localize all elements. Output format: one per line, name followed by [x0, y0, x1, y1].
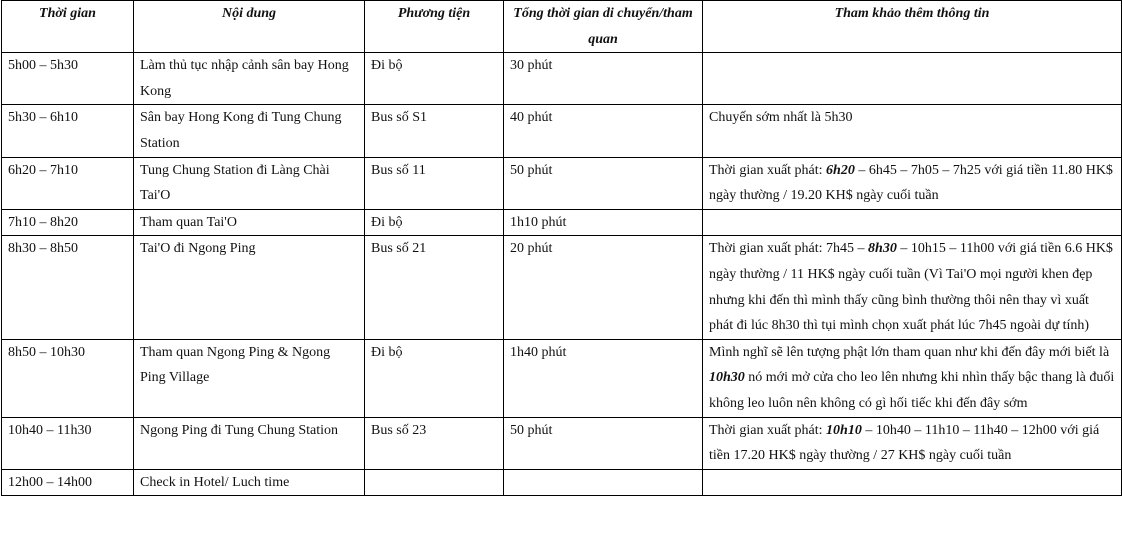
cell-duration — [504, 469, 703, 496]
cell-duration: 50 phút — [504, 157, 703, 209]
cell-info — [703, 53, 1122, 105]
info-text: Mình nghĩ sẽ lên tượng phật lớn tham quan như khi đến đây mới biết là — [709, 344, 1110, 360]
cell-content: Sân bay Hong Kong đi Tung Chung Station — [134, 105, 365, 157]
cell-duration: 1h10 phút — [504, 209, 703, 236]
cell-transport: Bus số 11 — [365, 157, 504, 209]
cell-time: 12h00 – 14h00 — [2, 469, 134, 496]
cell-duration: 20 phút — [504, 236, 703, 339]
cell-time: 5h00 – 5h30 — [2, 53, 134, 105]
info-text: – 6h45 – 7h05 – 7h25 với giá tiền 11.80 HK$ ngày thường / 19.20 KH$ ngày cuối tuần — [709, 162, 1113, 204]
cell-content: Làm thủ tục nhập cảnh sân bay Hong Kong — [134, 53, 365, 105]
cell-info: Chuyến sớm nhất là 5h30 — [703, 105, 1122, 157]
table-header-row — [2, 1, 1122, 53]
cell-time: 5h30 – 6h10 — [2, 105, 134, 157]
header-transport: Phương tiện — [365, 1, 504, 53]
info-highlight-time: 8h30 — [868, 241, 897, 257]
header-time: Thời gian — [2, 1, 134, 53]
itinerary-table — [1, 0, 1122, 496]
cell-info — [703, 469, 1122, 496]
info-text: – 10h40 – 11h10 – 11h40 – 12h00 với giá tiền 17.20 HK$ ngày thường / 27 KH$ ngày cuối tuần — [709, 422, 1100, 464]
table-row — [2, 339, 1122, 417]
cell-info — [703, 209, 1122, 236]
cell-transport — [365, 469, 504, 496]
header-duration: Tổng thời gian di chuyển/tham quan — [504, 1, 703, 53]
info-text: Thời gian xuất phát: 7h45 – — [709, 241, 869, 257]
info-text: nó mới mở cửa cho leo lên nhưng khi nhìn thấy bậc thang là đuối không leo luôn nên không có gì hối tiếc khi đến đây sớm — [709, 370, 1115, 411]
cell-transport: Đi bộ — [365, 53, 504, 105]
cell-duration: 40 phút — [504, 105, 703, 157]
info-highlight-time: 10h30 — [709, 370, 745, 386]
cell-info — [703, 339, 1122, 417]
cell-duration: 50 phút — [504, 417, 703, 469]
table-row — [2, 157, 1122, 209]
table-row — [2, 105, 1122, 157]
info-text: Thời gian xuất phát: — [709, 162, 827, 178]
cell-content: Tham quan Tai'O — [134, 209, 365, 236]
cell-info — [703, 236, 1122, 339]
info-highlight-time: 10h10 — [826, 422, 862, 438]
table-row — [2, 236, 1122, 339]
cell-info — [703, 417, 1122, 469]
table-row — [2, 53, 1122, 105]
cell-transport: Đi bộ — [365, 209, 504, 236]
table-row — [2, 417, 1122, 469]
header-content: Nội dung — [134, 1, 365, 53]
table-row — [2, 209, 1122, 236]
cell-content: Check in Hotel/ Luch time — [134, 469, 365, 496]
header-info: Tham khảo thêm thông tin — [703, 1, 1122, 53]
cell-time: 7h10 – 8h20 — [2, 209, 134, 236]
cell-time: 8h30 – 8h50 — [2, 236, 134, 339]
info-text: Thời gian xuất phát: — [709, 422, 827, 438]
cell-time: 8h50 – 10h30 — [2, 339, 134, 417]
cell-content: Tham quan Ngong Ping & Ngong Ping Village — [134, 339, 365, 417]
cell-duration: 1h40 phút — [504, 339, 703, 417]
info-text: – 10h15 – 11h00 với giá tiền 6.6 HK$ ngày thường / 11 HK$ ngày cuối tuần (Vì Tai'O mọi người khen đẹp nhưng khi đến thì mình thấy cũng bình thường thôi nên thay vì xuất phát đi lúc 8h30 thì tụi mình chọn xuất phát lúc 7h45 ngoài dự tính) — [709, 241, 1113, 334]
cell-content: Tai'O đi Ngong Ping — [134, 236, 365, 339]
cell-info — [703, 157, 1122, 209]
cell-time: 6h20 – 7h10 — [2, 157, 134, 209]
cell-time: 10h40 – 11h30 — [2, 417, 134, 469]
table-row — [2, 469, 1122, 496]
cell-transport: Bus số 21 — [365, 236, 504, 339]
cell-transport: Bus số S1 — [365, 105, 504, 157]
cell-transport: Đi bộ — [365, 339, 504, 417]
cell-content: Tung Chung Station đi Làng Chài Tai'O — [134, 157, 365, 209]
cell-transport: Bus số 23 — [365, 417, 504, 469]
cell-duration: 30 phút — [504, 53, 703, 105]
info-highlight-time: 6h20 — [826, 162, 855, 178]
cell-content: Ngong Ping đi Tung Chung Station — [134, 417, 365, 469]
